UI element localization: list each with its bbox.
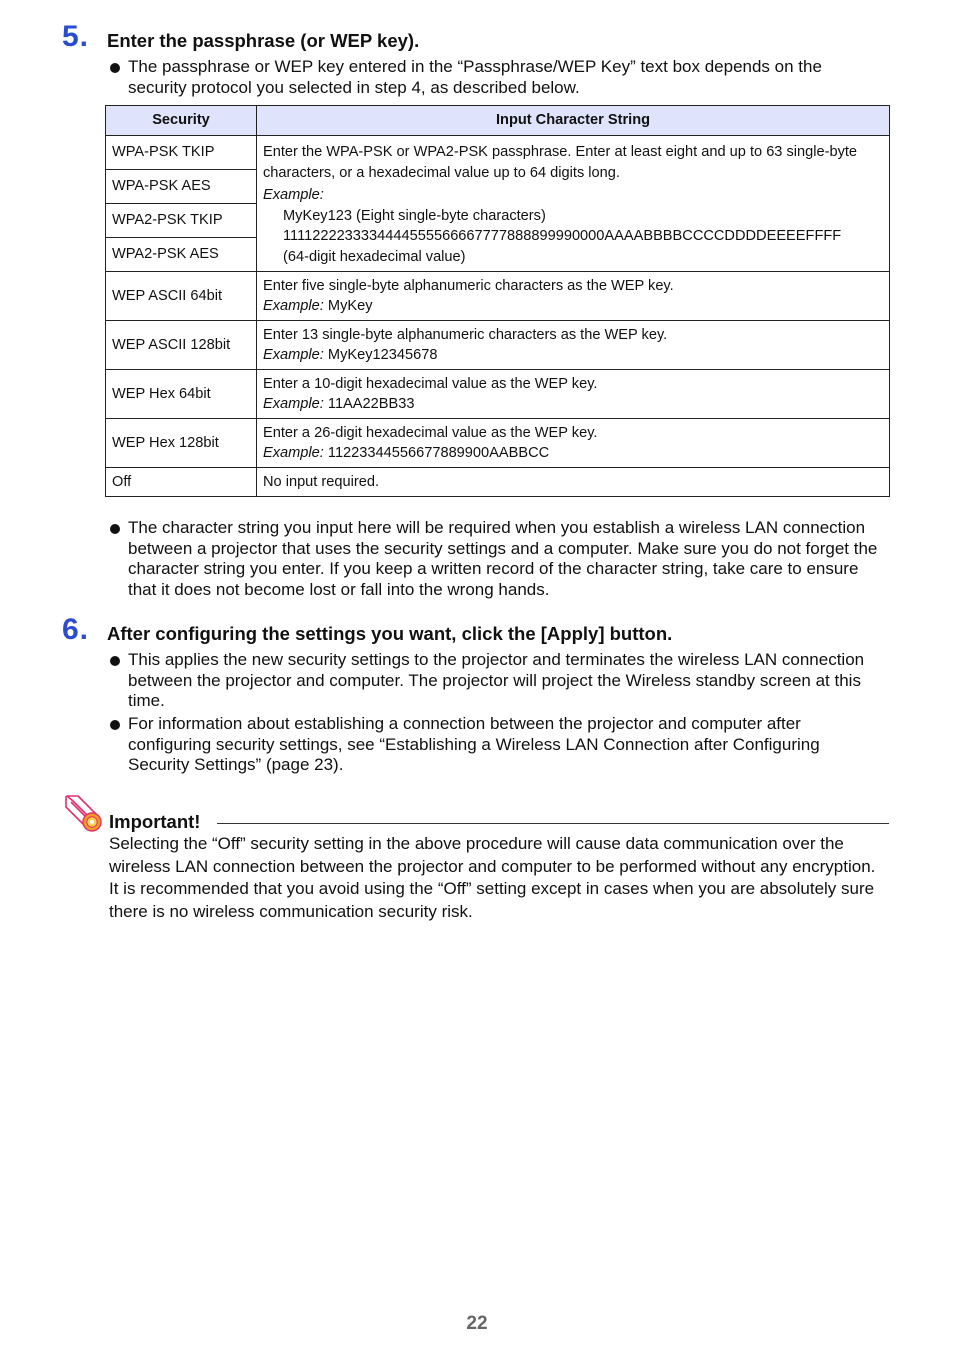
security-cell: WEP Hex 128bit: [106, 419, 257, 468]
example-value: MyKey: [327, 298, 373, 314]
row-example: [263, 296, 883, 317]
step-5-number: 5.: [62, 20, 90, 53]
security-cell: WEP Hex 64bit: [106, 370, 257, 419]
bullet-dot: [110, 720, 120, 730]
example-value: MyKey12345678: [327, 347, 438, 363]
row-example: [263, 443, 883, 464]
step-6-number: 6.: [62, 613, 90, 646]
bullet-dot: [110, 524, 120, 534]
wpa-example-label: Example:: [263, 187, 324, 203]
security-cell: WPA2-PSK AES: [106, 238, 257, 272]
table-row: [106, 272, 890, 321]
row-description: Enter five single-byte alphanumeric characters as the WEP key.: [263, 277, 674, 294]
security-table: [105, 105, 890, 497]
description-cell: [257, 321, 890, 370]
description-cell: [257, 419, 890, 468]
step-6-bullet-1: [110, 650, 885, 712]
pencil-icon: [62, 793, 106, 837]
example-label: Example:: [263, 347, 324, 363]
security-cell: Off: [106, 468, 257, 497]
table-header-input: Input Character String: [257, 106, 890, 136]
wpa-example-1: MyKey123 (Eight single-byte characters): [283, 207, 546, 224]
row-description: Enter a 26-digit hexadecimal value as the WEP key.: [263, 424, 598, 441]
bullet-text: This applies the new security settings to the projector and terminates the wireless LAN connection between the projector and computer. The projector will project the Wireless standby screen at this time.: [128, 650, 865, 711]
example-label: Example:: [263, 396, 324, 412]
step-5-bullet-1: [110, 57, 885, 98]
example-label: Example:: [263, 298, 324, 314]
security-cell: WPA-PSK TKIP: [106, 136, 257, 170]
example-label: Example:: [263, 445, 324, 461]
important-body: Selecting the “Off” security setting in the above procedure will cause data communication over the wireless LAN connection between the projector and computer to be performed without any encryption. It is recommended that you avoid using the “Off” setting except in cases when you are absolutely sure there is no wireless communication security risk.: [109, 834, 876, 921]
important-note: [62, 793, 892, 928]
table-header-security: Security: [106, 106, 257, 136]
row-example: [263, 394, 883, 415]
bullet-text: The character string you input here will be required when you establish a wireless LAN connection between a projector that uses the security settings and a computer. Make sure you do not forget the character string you enter. If you keep a written record of the character string, take care to ensure that it does not become lost or fall into the wrong hands.: [128, 518, 878, 599]
bullet-text: The passphrase or WEP key entered in the “Passphrase/WEP Key” text box depends on the security protocol you selected in step 4, as described below.: [128, 57, 822, 97]
row-example: [263, 345, 883, 366]
security-cell: WPA2-PSK TKIP: [106, 204, 257, 238]
row-description: Enter 13 single-byte alphanumeric characters as the WEP key.: [263, 326, 668, 343]
description-cell: No input required.: [257, 468, 890, 497]
bullet-text: For information about establishing a connection between the projector and computer after configuring security settings, see “Establishing a Wireless LAN Connection after Configuring Security Settings” (page 23).: [128, 714, 820, 775]
step-6-title: After configuring the settings you want, click the [Apply] button.: [107, 623, 673, 644]
step-5-title: Enter the passphrase (or WEP key).: [107, 30, 420, 51]
wpa-description-cell: [257, 136, 890, 272]
security-cell: WEP ASCII 128bit: [106, 321, 257, 370]
description-cell: [257, 272, 890, 321]
table-row: [106, 321, 890, 370]
security-cell: WEP ASCII 64bit: [106, 272, 257, 321]
step-5-bullet-2: [110, 518, 885, 600]
example-value: 11AA22BB33: [327, 396, 415, 412]
bullet-dot: [110, 63, 120, 73]
page-number: 22: [466, 1313, 488, 1334]
security-cell: WPA-PSK AES: [106, 170, 257, 204]
important-title: Important!: [109, 811, 201, 832]
example-value: 11223344556677889900AABBCC: [327, 445, 550, 461]
row-description: Enter a 10-digit hexadecimal value as the WEP key.: [263, 375, 598, 392]
wpa-example-2: 1111222233334444555566667777888899990000AAAABBBBCCCCDDDDEEEEFFFF: [283, 228, 842, 244]
wpa-description: Enter the WPA-PSK or WPA2-PSK passphrase. Enter at least eight and up to 63 single-byte characters, or a hexadecimal value up to 64 digits long.: [263, 144, 858, 181]
table-header-row: [106, 106, 890, 136]
step-6-bullet-2: [110, 714, 885, 776]
table-row: [106, 468, 890, 497]
wpa-example-3: (64-digit hexadecimal value): [283, 248, 466, 265]
table-row: [106, 136, 890, 170]
bullet-dot: [110, 656, 120, 666]
table-row: [106, 419, 890, 468]
description-cell: [257, 370, 890, 419]
table-row: [106, 370, 890, 419]
important-divider: [217, 823, 889, 824]
